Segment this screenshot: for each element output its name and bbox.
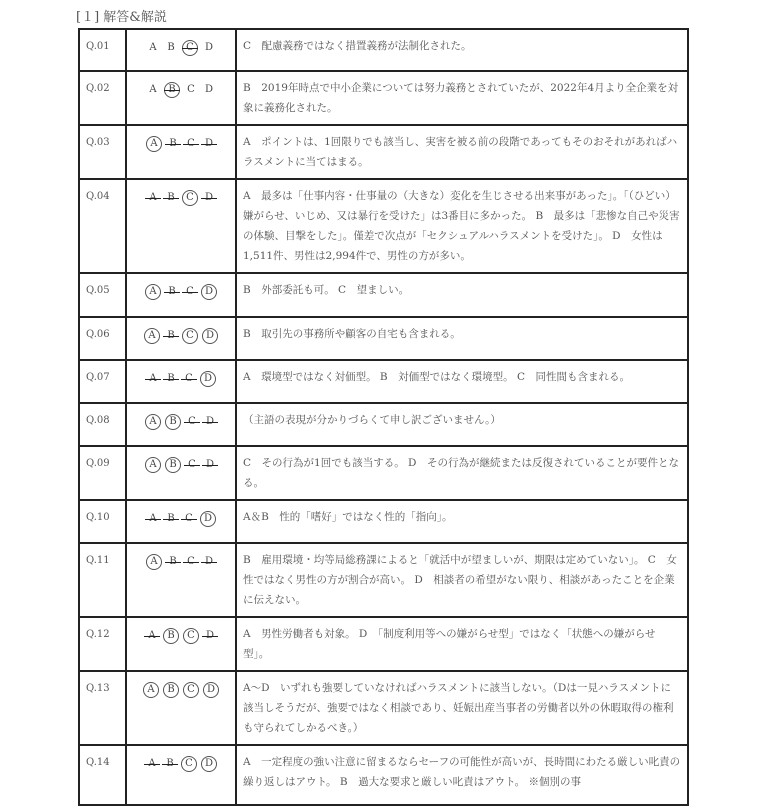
table-row: [79, 71, 688, 125]
explanation: B 雇用環境・均等局総務課によると「就活中が望ましいが、期限は定めていない」。 C 女性ではなく男性の方が割合が高い。 D 相談者の希望がない限り、相談があったことを企業に伝えない。: [236, 543, 688, 617]
answer-options: [126, 543, 236, 617]
question-number: Q.03: [79, 125, 126, 179]
option-a: A: [145, 284, 161, 300]
option-d: D: [201, 284, 217, 300]
option-b: B: [163, 682, 179, 698]
explanation: A〜D いずれも強要していなければハラスメントに該当しない。（Dは一見ハラスメントに該当しそうだが、強要ではなく相談であり、妊娠出産当事者の労働者以外の休暇取得の権利も守られてしかるべき。）: [236, 671, 688, 745]
answer-options: [126, 179, 236, 273]
question-number: Q.04: [79, 179, 126, 273]
option-c: C: [182, 372, 196, 386]
option-d: D: [202, 555, 216, 569]
option-c: C: [183, 682, 199, 698]
option-a: A: [149, 84, 157, 95]
option-a: A: [146, 136, 162, 152]
question-number: Q.02: [79, 71, 126, 125]
option-b: B: [166, 137, 180, 151]
option-b: B: [164, 82, 180, 98]
option-b: B: [167, 42, 175, 53]
question-number: Q.07: [79, 360, 126, 403]
table-row: [79, 273, 688, 317]
option-d: D: [203, 682, 219, 698]
answer-options: [126, 317, 236, 360]
question-number: Q.06: [79, 317, 126, 360]
option-c: C: [182, 328, 198, 344]
answer-options: [126, 446, 236, 500]
option-c: C: [187, 84, 195, 95]
table-row: [79, 179, 688, 273]
section-title: [１] 解答&解説: [76, 10, 167, 25]
option-b: B: [163, 757, 177, 771]
question-number: Q.05: [79, 273, 126, 317]
explanation: A ポイントは、1回限りでも該当し、実害を被る前の段階であってもそのおそれがあればハラスメントに当てはまる。: [236, 125, 688, 179]
question-number: Q.09: [79, 446, 126, 500]
option-d: D: [202, 191, 216, 205]
table-row: [79, 745, 688, 805]
option-b: B: [164, 329, 178, 343]
explanation: C その行為が1回でも該当する。 D その行為が継続または反復されていることが要件となる。: [236, 446, 688, 500]
table-row: [79, 617, 688, 671]
table-row: [79, 403, 688, 446]
question-number: Q.10: [79, 500, 126, 543]
option-b: B: [165, 414, 181, 430]
option-d: D: [200, 511, 216, 527]
option-c: C: [183, 628, 199, 644]
answer-options: [126, 71, 236, 125]
answer-options: [126, 273, 236, 317]
option-d: D: [200, 371, 216, 387]
explanation: A 最多は「仕事内容・仕事量の（大きな）変化を生じさせる出来事があった」。「（ひどい）嫌がらせ、いじめ、又は暴行を受けた」は3番目に多かった。 B 最多は「悲惨な自己や災害の体験、目撃をした」。僅差で次点が「セクシュアルハラスメントを受けた」。 D 女性は1,511件、男性は2,994件で、男性の方が多い。: [236, 179, 688, 273]
explanation: （主語の表現が分かりづらくて申し訳ございません。）: [236, 403, 688, 446]
option-b: B: [164, 372, 178, 386]
answer-table: [78, 28, 689, 806]
option-c: C: [185, 458, 199, 472]
option-d: D: [204, 42, 214, 53]
option-d: D: [203, 415, 217, 429]
table-row: [79, 29, 688, 71]
option-d: D: [202, 328, 218, 344]
question-number: Q.01: [79, 29, 126, 71]
explanation: A＆B 性的「嗜好」ではなく性的「指向」。: [236, 500, 688, 543]
answer-options: [126, 617, 236, 671]
explanation: A 男性労働者も対象。 D 「制度利用等への嫌がらせ型」ではなく「状態への嫌がらせ型」。: [236, 617, 688, 671]
option-c: C: [182, 40, 198, 56]
option-d: D: [201, 756, 217, 772]
table-row: [79, 125, 688, 179]
answer-options: [126, 745, 236, 805]
option-c: C: [183, 285, 197, 299]
option-c: C: [184, 555, 198, 569]
option-c: C: [185, 415, 199, 429]
option-a: A: [146, 512, 160, 526]
table-row: [79, 543, 688, 617]
question-number: Q.08: [79, 403, 126, 446]
option-b: B: [165, 285, 179, 299]
option-d: D: [202, 137, 216, 151]
explanation: C 配慮義務ではなく措置義務が法制化された。: [236, 29, 688, 71]
option-d: D: [204, 84, 214, 95]
answer-options: [126, 500, 236, 543]
option-d: D: [203, 629, 217, 643]
table-row: [79, 360, 688, 403]
explanation: B 2019年時点で中小企業については努力義務とされていたが、2022年4月より全企業を対象に義務化された。: [236, 71, 688, 125]
table-row: [79, 317, 688, 360]
option-a: A: [145, 757, 159, 771]
option-d: D: [203, 458, 217, 472]
option-a: A: [143, 682, 159, 698]
answer-options: [126, 360, 236, 403]
question-number: Q.11: [79, 543, 126, 617]
option-c: C: [181, 756, 197, 772]
option-b: B: [163, 628, 179, 644]
option-a: A: [145, 629, 159, 643]
table-row: [79, 446, 688, 500]
explanation: B 取引先の事務所や顧客の自宅も含まれる。: [236, 317, 688, 360]
explanation: A 一定程度の強い注意に留まるならセーフの可能性が高いが、長時間にわたる厳しい叱責の繰り返しはアウト。 B 過大な要求と厳しい叱責はアウト。 ※個別の事: [236, 745, 688, 805]
option-b: B: [165, 457, 181, 473]
explanation: B 外部委託も可。 C 望ましい。: [236, 273, 688, 317]
option-b: B: [166, 555, 180, 569]
option-c: C: [182, 190, 198, 206]
option-c: C: [184, 137, 198, 151]
question-number: Q.14: [79, 745, 126, 805]
table-row: [79, 500, 688, 543]
question-number: Q.13: [79, 671, 126, 745]
table-row: [79, 671, 688, 745]
answer-options: [126, 29, 236, 71]
option-a: A: [146, 372, 160, 386]
answer-options: [126, 403, 236, 446]
question-number: Q.12: [79, 617, 126, 671]
option-a: A: [145, 414, 161, 430]
answer-options: [126, 671, 236, 745]
answer-options: [126, 125, 236, 179]
option-a: A: [146, 191, 160, 205]
option-a: A: [146, 554, 162, 570]
option-b: B: [164, 512, 178, 526]
option-a: A: [145, 457, 161, 473]
explanation: A 環境型ではなく対価型。 B 対価型ではなく環境型。 C 同性間も含まれる。: [236, 360, 688, 403]
option-c: C: [182, 512, 196, 526]
option-b: B: [164, 191, 178, 205]
option-a: A: [149, 42, 157, 53]
option-a: A: [144, 328, 160, 344]
